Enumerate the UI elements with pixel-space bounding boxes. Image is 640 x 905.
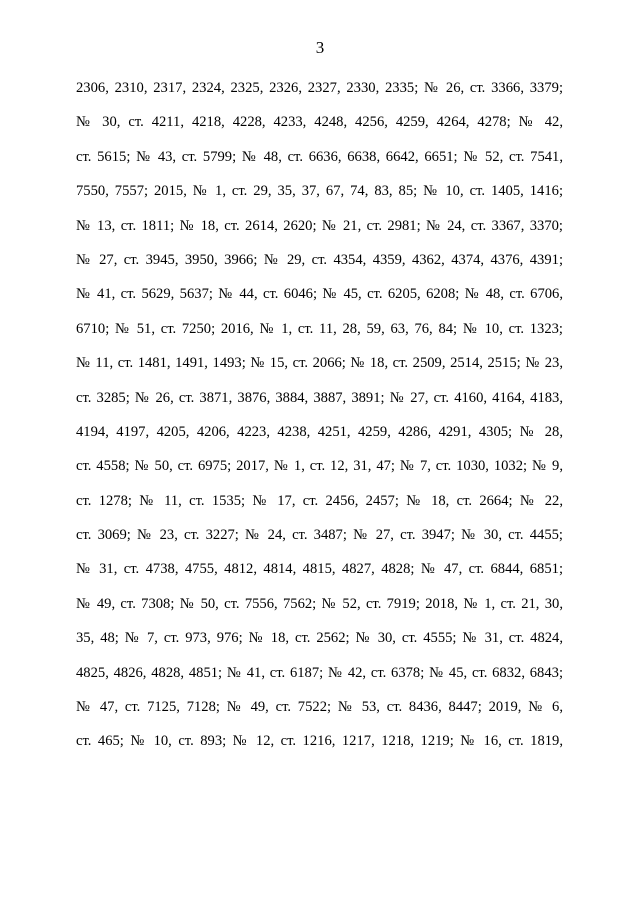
text-line: 4825, 4826, 4828, 4851; № 41, ст. 6187; № 42, ст. 6378; № 45, ст. 6832, 6843;	[76, 664, 563, 681]
text-line: ст. 1278; № 11, ст. 1535; № 17, ст. 2456, 2457; № 18, ст. 2664; № 22,	[76, 492, 563, 509]
text-line: ст. 3285; № 26, ст. 3871, 3876, 3884, 3887, 3891; № 27, ст. 4160, 4164, 4183,	[76, 389, 563, 406]
page-number: 3	[315, 38, 325, 57]
text-line: № 27, ст. 3945, 3950, 3966; № 29, ст. 4354, 4359, 4362, 4374, 4376, 4391;	[76, 251, 563, 268]
text-line: № 13, ст. 1811; № 18, ст. 2614, 2620; № 21, ст. 2981; № 24, ст. 3367, 3370;	[76, 217, 563, 234]
body-text	[76, 76, 563, 764]
text-line: № 30, ст. 4211, 4218, 4228, 4233, 4248, 4256, 4259, 4264, 4278; № 42,	[76, 114, 563, 131]
text-line: 2306, 2310, 2317, 2324, 2325, 2326, 2327, 2330, 2335; № 26, ст. 3366, 3379;	[76, 80, 563, 96]
text-line: 7550, 7557; 2015, № 1, ст. 29, 35, 37, 67, 74, 83, 85; № 10, ст. 1405, 1416;	[76, 183, 563, 200]
text-line: 6710; № 51, ст. 7250; 2016, № 1, ст. 11, 28, 59, 63, 76, 84; № 10, ст. 1323;	[76, 320, 563, 337]
text-line: ст. 3069; № 23, ст. 3227; № 24, ст. 3487; № 27, ст. 3947; № 30, ст. 4455;	[76, 527, 563, 544]
text-line: № 49, ст. 7308; № 50, ст. 7556, 7562; № 52, ст. 7919; 2018, № 1, ст. 21, 30,	[76, 595, 563, 612]
text-line: № 11, ст. 1481, 1491, 1493; № 15, ст. 2066; № 18, ст. 2509, 2514, 2515; № 23,	[76, 355, 563, 372]
text-line: ст. 465; № 10, ст. 893; № 12, ст. 1216, 1217, 1218, 1219; № 16, ст. 1819,	[76, 733, 563, 750]
text-line: 4194, 4197, 4205, 4206, 4223, 4238, 4251, 4259, 4286, 4291, 4305; № 28,	[76, 423, 563, 440]
text-line: 35, 48; № 7, ст. 973, 976; № 18, ст. 2562; № 30, ст. 4555; № 31, ст. 4824,	[76, 630, 563, 647]
text-line: № 31, ст. 4738, 4755, 4812, 4814, 4815, 4827, 4828; № 47, ст. 6844, 6851;	[76, 561, 563, 578]
text-line: № 41, ст. 5629, 5637; № 44, ст. 6046; № 45, ст. 6205, 6208; № 48, ст. 6706,	[76, 286, 563, 303]
text-line: ст. 5615; № 43, ст. 5799; № 48, ст. 6636, 6638, 6642, 6651; № 52, ст. 7541,	[76, 148, 563, 165]
text-line: ст. 4558; № 50, ст. 6975; 2017, № 1, ст. 12, 31, 47; № 7, ст. 1030, 1032; № 9,	[76, 458, 563, 475]
text-line: № 47, ст. 7125, 7128; № 49, ст. 7522; № 53, ст. 8436, 8447; 2019, № 6,	[76, 699, 563, 716]
